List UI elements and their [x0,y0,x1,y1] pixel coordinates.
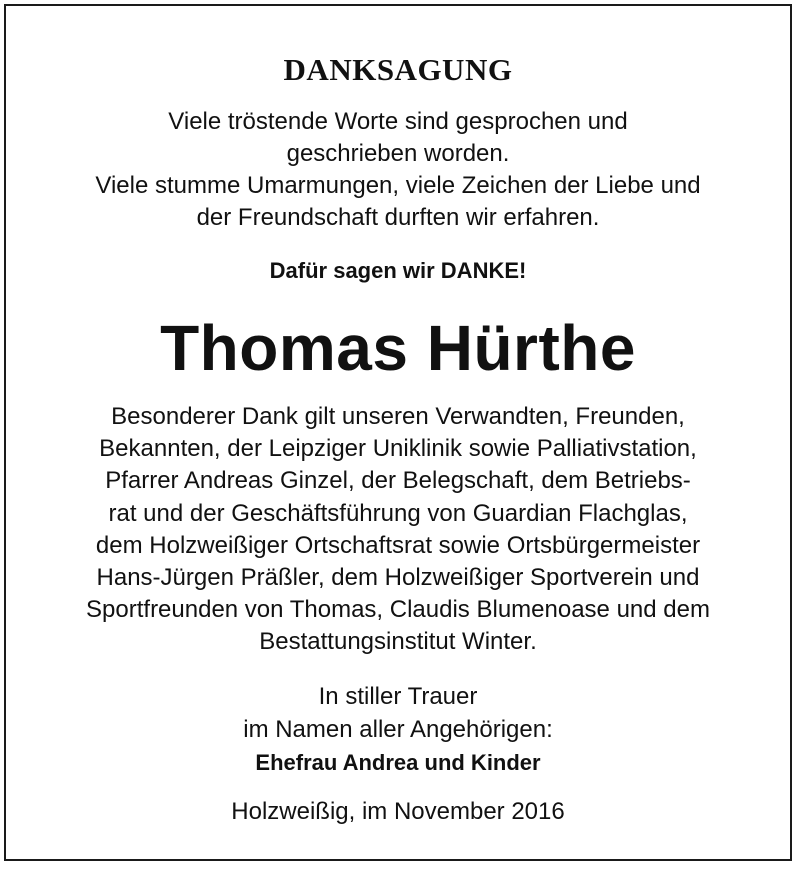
signoff-line: In stiller Trauer [318,683,478,710]
special-thanks-line: rat und der Geschäftsführung von Guardian Flachglas, [108,499,688,527]
special-thanks-line: Sportfreunden von Thomas, Claudis Blumenoase und dem [86,596,710,624]
family-signature: Ehefrau Andrea und Kinder [255,750,541,775]
obituary-thank-you-notice [4,4,792,861]
intro-line: Viele tröstende Worte sind gesprochen und [168,108,628,135]
thanks-line: Dafür sagen wir DANKE! [269,258,527,283]
signoff [6,680,790,779]
deceased-name: Thomas Hürthe [160,312,636,384]
intro-line: geschrieben worden. [286,140,510,167]
intro-line: Viele stumme Umarmungen, viele Zeichen der Liebe und [95,172,701,199]
signoff-line: im Namen aller Angehörigen: [243,716,553,743]
intro-line: der Freundschaft durften wir erfahren. [196,204,600,231]
place-date: Holzweißig, im November 2016 [231,798,565,825]
notice-heading: DANKSAGUNG [283,52,513,87]
special-thanks-line: Bekannten, der Leipziger Uniklinik sowie Palliativstation, [99,435,697,463]
intro-text [6,106,790,234]
special-thanks-text [6,401,790,659]
special-thanks-line: Pfarrer Andreas Ginzel, der Belegschaft, dem Betriebs- [105,467,691,495]
special-thanks-line: dem Holzweißiger Ortschaftsrat sowie Ortsbürgermeister [95,531,701,559]
special-thanks-line: Bestattungsinstitut Winter. [259,628,537,656]
special-thanks-line: Besonderer Dank gilt unseren Verwandten, Freunden, [111,403,685,430]
special-thanks-line: Hans-Jürgen Präßler, dem Holzweißiger Sportverein und [96,564,700,592]
